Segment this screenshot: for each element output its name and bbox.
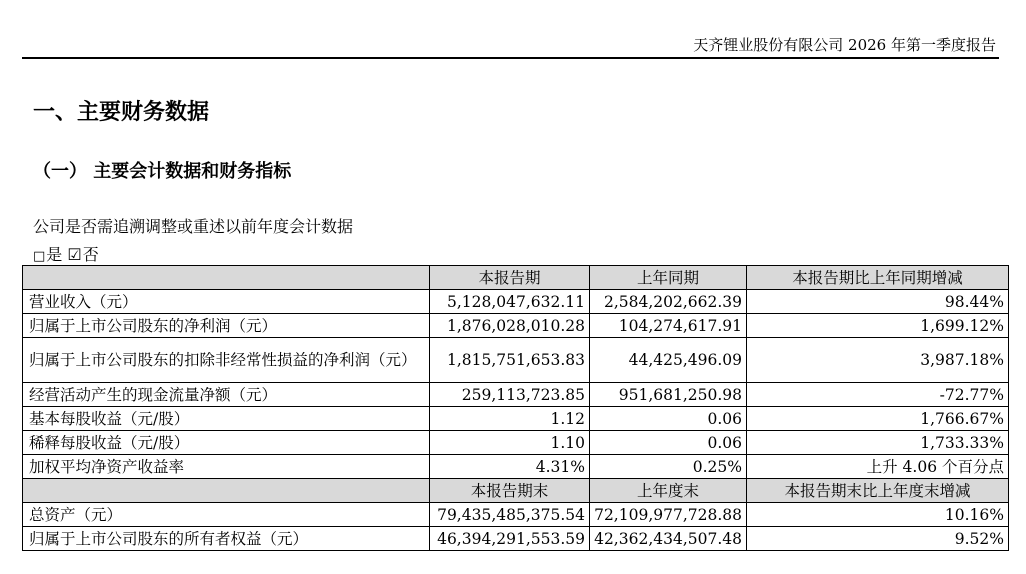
row-label: 归属于上市公司股东的扣除非经常性损益的净利润（元） (23, 338, 430, 383)
row-label: 总资产（元） (23, 503, 430, 527)
current-period-value: 1.10 (430, 431, 590, 455)
prior-year-end-value: 72,109,977,728.88 (590, 503, 747, 527)
change-value: 10.16% (747, 503, 1009, 527)
table-header-cell: 本报告期比上年同期增减 (747, 266, 1009, 290)
table-header-cell: 本报告期末 (430, 479, 590, 503)
table-row (23, 383, 1009, 407)
table-header-cell (23, 266, 430, 290)
prior-period-value: 0.06 (590, 407, 747, 431)
row-label: 加权平均净资产收益率 (23, 455, 430, 479)
row-label: 基本每股收益（元/股） (23, 407, 430, 431)
table-header-cell: 上年同期 (590, 266, 747, 290)
change-value: 1,699.12% (747, 314, 1009, 338)
row-label: 归属于上市公司股东的所有者权益（元） (23, 527, 430, 551)
change-value: -72.77% (747, 383, 1009, 407)
row-label: 稀释每股收益（元/股） (23, 431, 430, 455)
restatement-question: 公司是否需追溯调整或重述以前年度会计数据 (33, 217, 354, 236)
table-row (23, 290, 1009, 314)
change-value: 1,733.33% (747, 431, 1009, 455)
restatement-options (33, 242, 99, 265)
option-no-label: 否 (82, 245, 99, 264)
section-title: 一、主要财务数据 (33, 100, 210, 125)
financial-data-table (22, 265, 1009, 551)
current-period-value: 4.31% (430, 455, 590, 479)
table-header-row (23, 479, 1009, 503)
row-label: 营业收入（元） (23, 290, 430, 314)
prior-period-value: 2,584,202,662.39 (590, 290, 747, 314)
unchecked-box-icon: □ (33, 249, 46, 264)
change-value: 3,987.18% (747, 338, 1009, 383)
change-value: 98.44% (747, 290, 1009, 314)
table-row (23, 431, 1009, 455)
table-row (23, 407, 1009, 431)
table-row (23, 314, 1009, 338)
table-header-row (23, 266, 1009, 290)
table-row (23, 527, 1009, 551)
row-label: 归属于上市公司股东的净利润（元） (23, 314, 430, 338)
checked-box-icon: ☑ (67, 245, 82, 264)
current-period-value: 5,128,047,632.11 (430, 290, 590, 314)
section-subtitle: （一） 主要会计数据和财务指标 (33, 161, 292, 182)
table-row (23, 455, 1009, 479)
change-value: 9.52% (747, 527, 1009, 551)
table-header-cell: 本报告期末比上年度末增减 (747, 479, 1009, 503)
period-end-value: 79,435,485,375.54 (430, 503, 590, 527)
prior-period-value: 951,681,250.98 (590, 383, 747, 407)
current-period-value: 259,113,723.85 (430, 383, 590, 407)
row-label: 经营活动产生的现金流量净额（元） (23, 383, 430, 407)
period-end-value: 46,394,291,553.59 (430, 527, 590, 551)
current-period-value: 1,876,028,010.28 (430, 314, 590, 338)
prior-period-value: 104,274,617.91 (590, 314, 747, 338)
table-header-cell: 上年度末 (590, 479, 747, 503)
prior-year-end-value: 42,362,434,507.48 (590, 527, 747, 551)
current-period-value: 1,815,751,653.83 (430, 338, 590, 383)
option-yes-label: 是 (46, 245, 63, 264)
change-value: 上升 4.06 个百分点 (747, 455, 1009, 479)
table-row (23, 503, 1009, 527)
table-header-cell: 本报告期 (430, 266, 590, 290)
prior-period-value: 44,425,496.09 (590, 338, 747, 383)
table-header-cell (23, 479, 430, 503)
prior-period-value: 0.06 (590, 431, 747, 455)
change-value: 1,766.67% (747, 407, 1009, 431)
table-row (23, 338, 1009, 383)
report-header-title: 天齐锂业股份有限公司 2026 年第一季度报告 (693, 36, 996, 54)
current-period-value: 1.12 (430, 407, 590, 431)
header-divider (22, 57, 999, 59)
prior-period-value: 0.25% (590, 455, 747, 479)
